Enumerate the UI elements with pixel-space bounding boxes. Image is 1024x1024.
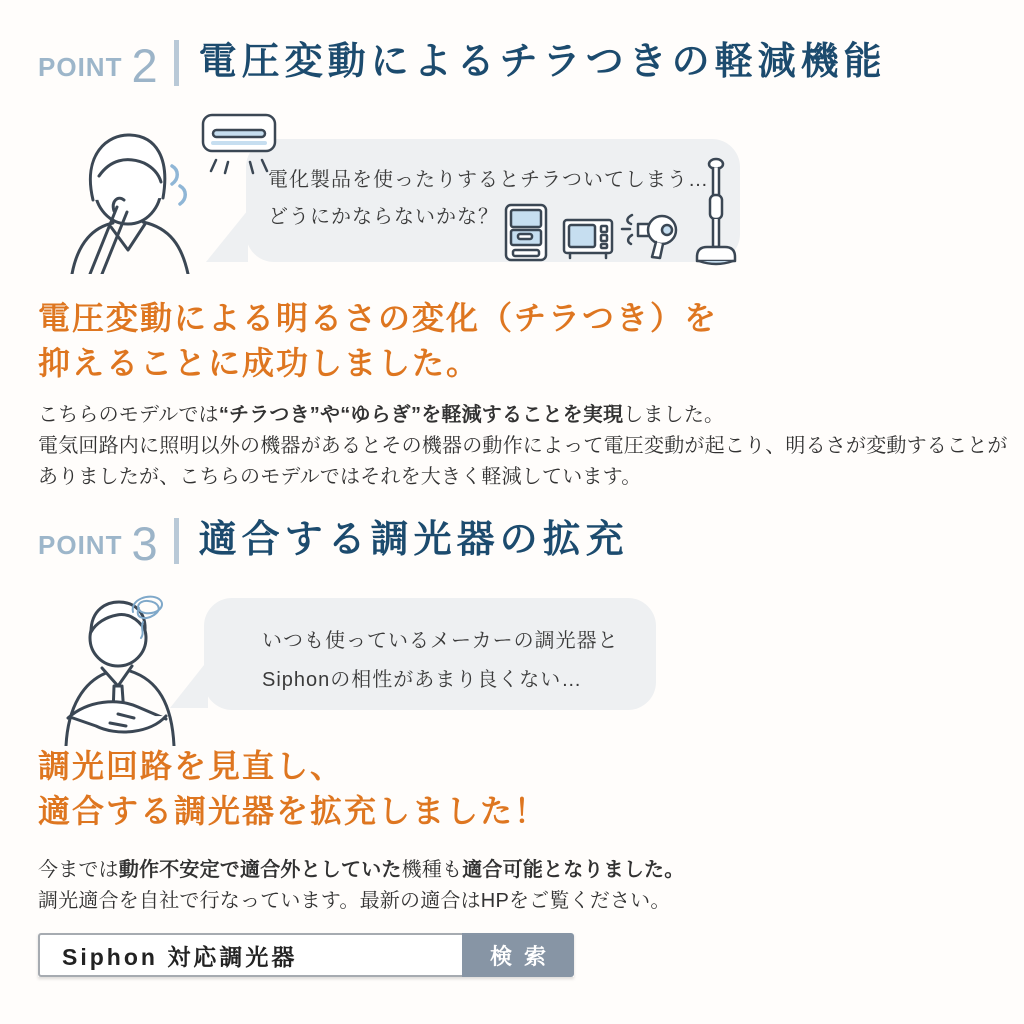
bubble-tail [206,210,248,262]
hair-dryer-icon [618,209,684,261]
point2-divider [174,40,179,86]
point2-label: POINT [38,52,123,82]
point3-heading-line1: 調光回路を見直し、 [38,748,345,784]
refrigerator-icon [503,203,549,263]
point3-body-p1-bold1: 動作不安定で適合外としていた [118,859,402,881]
bubble-text-line2: どうにかならないかな？ [268,206,499,228]
stick-vacuum-icon [691,157,741,269]
search-button[interactable]: 検索 [462,933,574,977]
point3-number: 3 [131,516,158,570]
bubble-text-line1: いつも使っているメーカーの調光器と [262,630,619,652]
point3-body-p2: 調光適合を自社で行なっています。最新の適合はHPをご覧ください。 [38,890,671,912]
point2-body-p2: 電気回路内に照明以外の機器があるとその機器の動作によって電圧変動が起こり、明るさが変動することがありましたが、こちらのモデルではそれを大きく軽減しています。 [38,435,1008,488]
point3-header [38,516,629,570]
point3-body [38,855,1024,917]
point3-speech-bubble [204,598,656,710]
microwave-icon [562,216,615,261]
point3-body-p1 [38,855,1024,886]
point3-body-p1-bold2: 適合可能となりました。 [462,859,685,881]
air-conditioner-icon [200,112,280,182]
worried-woman-icon [66,124,202,274]
point3-title: 適合する調光器の拡充 [198,519,629,562]
point2-heading-line1: 電圧変動による明るさの変化（チラつき）を [38,300,719,336]
bubble-text-line2: Siphonの相性があまり良くない… [262,669,583,691]
point2-number: 2 [131,38,158,92]
point2-body-p1-normal1: こちらのモデルでは [38,404,219,426]
point2-body-p1-bold: “チラつき”や“ゆらぎ”を軽減することを実現 [218,404,624,426]
point3-heading [38,744,548,834]
point2-heading [38,296,718,386]
point2-body-p1 [38,400,1024,431]
confusion-scribble-icon [128,592,170,642]
point2-body-p1-normal2: しました。 [623,404,725,426]
point2-speech-bubble [246,139,740,262]
dimmer-search-bar [38,933,574,977]
point2-title: 電圧変動によるチラつきの軽減機能 [198,41,887,84]
point2-header [38,38,887,92]
point3-label: POINT [38,530,123,560]
man-crossed-arms-icon [60,596,190,746]
point3-divider [174,518,179,564]
point2-body [38,400,1024,493]
point3-body-p1-normal1: 今までは [38,859,119,881]
bubble-text-line1: 電化製品を使ったりするとチラついてしまう… [268,169,709,191]
point3-heading-line2: 適合する調光器を拡充しました！ [38,793,549,829]
point2-heading-line2: 抑えることに成功しました。 [38,345,481,381]
point3-body-p1-normal2: 機種も [401,859,463,881]
search-input[interactable] [38,933,462,977]
